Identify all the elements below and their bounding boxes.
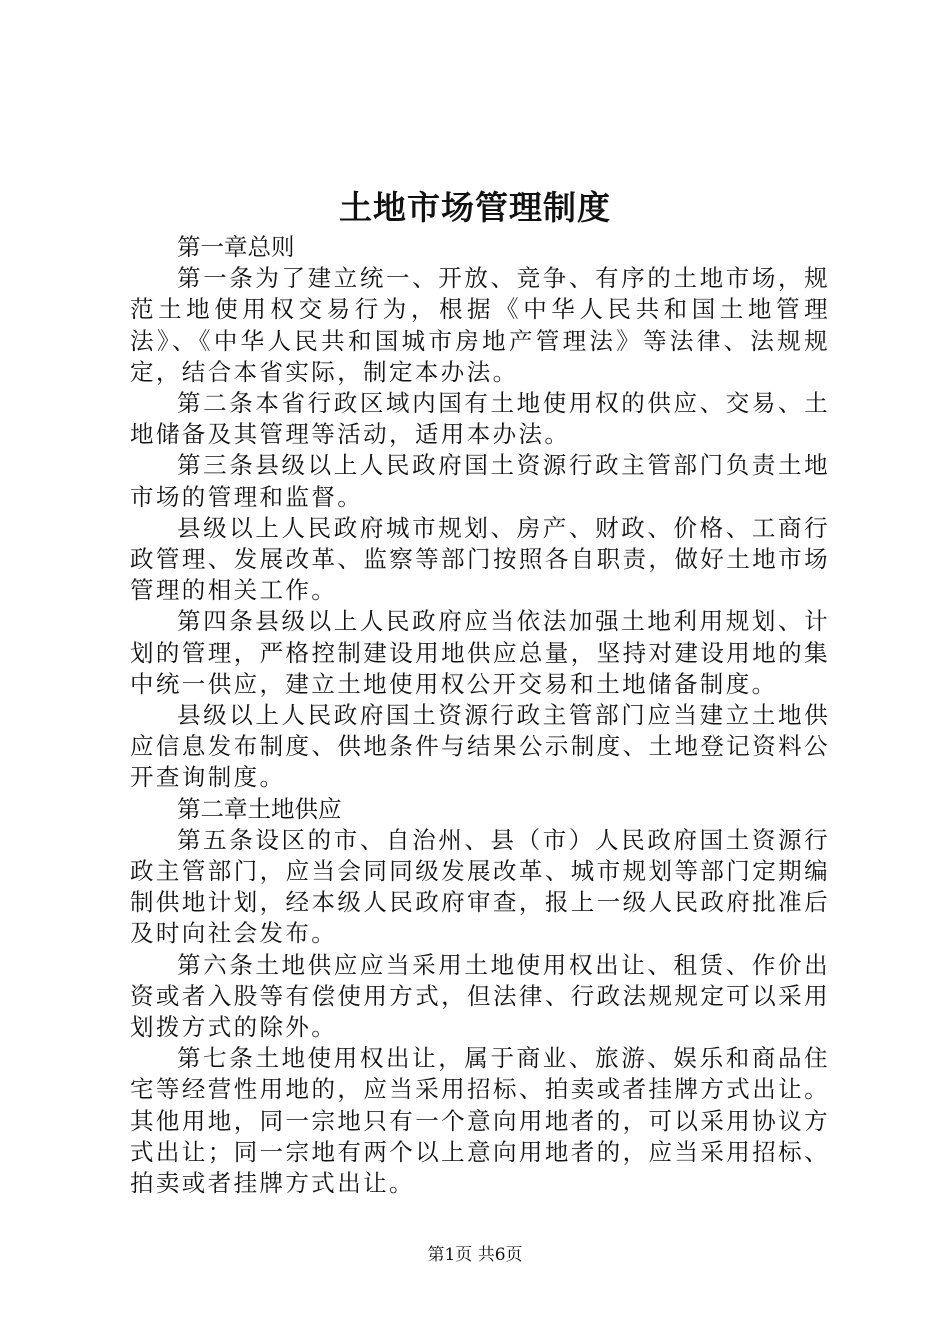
article-paragraph: 县级以上人民政府国土资源行政主管部门应当建立土地供应信息发布制度、供地条件与结果公示制度、土地登记资料公开查询制度。 <box>130 701 830 792</box>
article-paragraph: 县级以上人民政府城市规划、房产、财政、价格、工商行政管理、发展改革、监察等部门按照各自职责，做好土地市场管理的相关工作。 <box>130 513 830 605</box>
article-paragraph: 第四条县级以上人民政府应当依法加强土地利用规划、计划的管理，严格控制建设用地供应总量，坚持对建设用地的集中统一供应，建立土地使用权公开交易和土地储备制度。 <box>130 607 830 698</box>
article-paragraph: 第六条土地供应应当采用土地使用权出让、租赁、作价出资或者入股等有偿使用方式，但法律、行政法规规定可以采用划拨方式的除外。 <box>130 950 830 1042</box>
chapter-heading: 第一章总则 <box>177 233 295 261</box>
article-paragraph: 第三条县级以上人民政府国土资源行政主管部门负责土地市场的管理和监督。 <box>130 451 830 511</box>
article-paragraph: 第五条设区的市、自治州、县（市）人民政府国土资源行政主管部门，应当会同同级发展改革、城市规划等部门定期编制供地计划，经本级人民政府审查，报上一级人民政府批准后及时向社会发布。 <box>130 825 830 948</box>
page-footer: 第1页 共6页 <box>427 1245 523 1265</box>
document-title: 土地市场管理制度 <box>339 188 611 227</box>
document-body <box>130 232 830 1199</box>
article-paragraph: 第一条为了建立统一、开放、竞争、有序的土地市场，规范土地使用权交易行为，根据《中华人民共和国土地管理法》、《中华人民共和国城市房地产管理法》等法律、法规规定，结合本省实际，制定本办法。 <box>130 264 830 386</box>
article-paragraph: 第七条土地使用权出让，属于商业、旅游、娱乐和商品住宅等经营性用地的，应当采用招标、拍卖或者挂牌方式出让。其他用地，同一宗地只有一个意向用地者的，可以采用协议方式出让；同一宗地有两个以上意向用地者的，应当采用招标、拍卖或者挂牌方式出让。 <box>130 1044 830 1198</box>
chapter-heading: 第二章土地供应 <box>177 794 342 823</box>
article-paragraph: 第二条本省行政区域内国有土地使用权的供应、交易、土地储备及其管理等活动，适用本办法。 <box>130 389 830 449</box>
